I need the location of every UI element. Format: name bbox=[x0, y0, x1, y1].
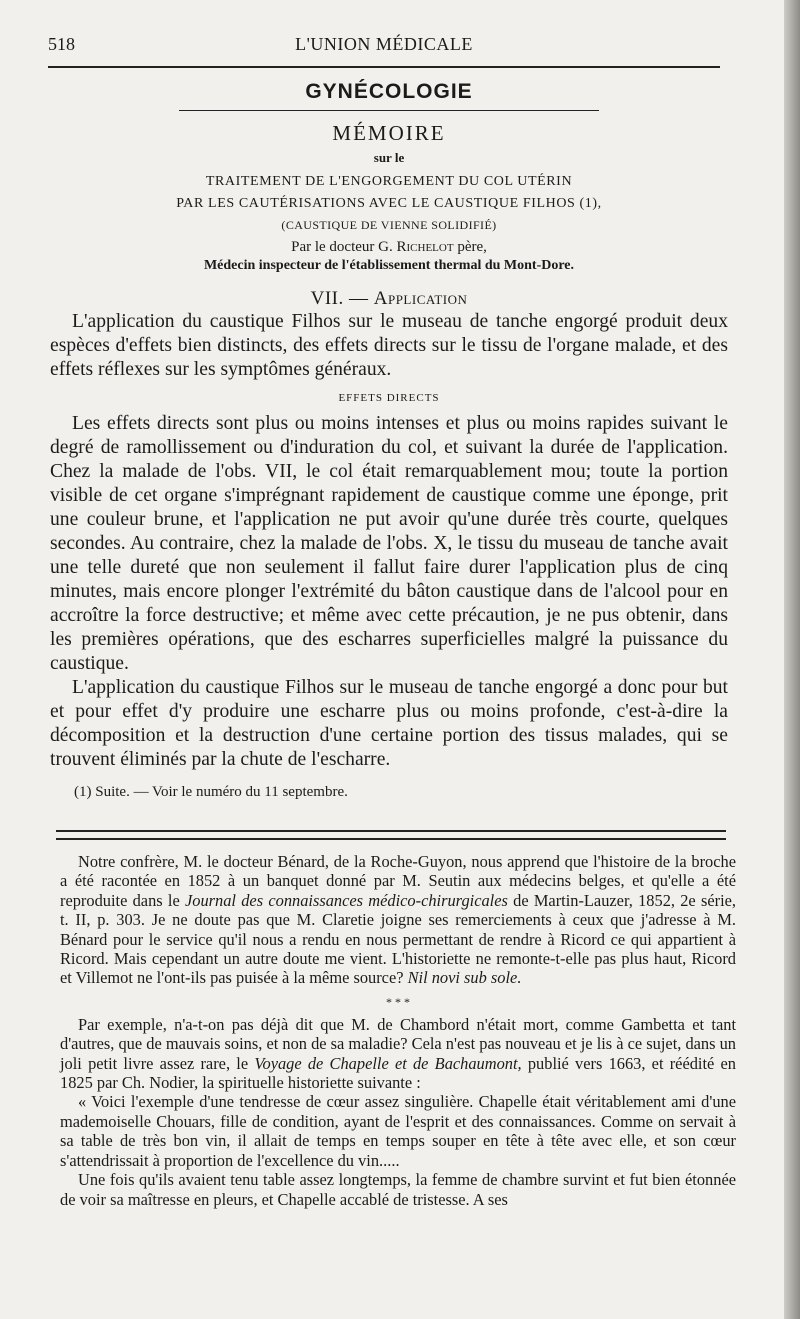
paragraph-1: L'application du caustique Filhos sur le museau de tanche engorgé produit deux espèces d'effets bien distincts, des effets directs sur le tissu de l'organe malade, et des effets réflexes sur les symptômes généraux. bbox=[50, 311, 728, 380]
chapter-heading bbox=[50, 288, 728, 310]
para2-text: Par exemple, n'a-t-on pas déjà dit que M. de Chambord n'était mort, comme Gambetta et tant d'autres, que de mauvais soins, et non de sa maladie? Cela n'est pas nouveau et je lis à ce sujet, dans un joli petit livre assez rare, le bbox=[60, 1014, 736, 1073]
running-header bbox=[48, 34, 720, 58]
page-number: 518 bbox=[48, 34, 75, 54]
section-heading: GYNÉCOLOGIE bbox=[305, 80, 473, 103]
para1-text-2: de Martin-Lauzer, 1852, 2e série, t. II, p. 303. Je ne doute pas que M. Claretie joigne ses remerciements à ceux que j'adresse à M. Bénard pour le service qu'il nous a rendu en nous permettant de rendre à Ricord ce qui appartient à Ricord. Mais cependant un autre doute me vient. L'historiette ne remonte-t-elle pas plus haut, Ricord et Villemot ne l'ont-ils pas puisée à la même source? bbox=[60, 890, 736, 988]
title-line-2: PAR LES CAUTÉRISATIONS AVEC LE CAUSTIQUE FILHOS (1), bbox=[176, 196, 602, 211]
chapter-title: Application bbox=[373, 288, 468, 309]
para1-text: Notre confrère, M. le docteur Bénard, de la Roche-Guyon, nous apprend que l'histoire de la broche a été racontée en 1852 à un banquet donné par M. Seutin aux médecins belges, et qu'elle a été reproduite dans le bbox=[60, 852, 736, 910]
latin-phrase: Nil novi sub sole. bbox=[407, 968, 522, 988]
feuilleton-paragraph-2 bbox=[60, 1015, 736, 1093]
title-line-1: TRAITEMENT DE L'ENGORGEMENT DU COL UTÉRIN bbox=[205, 174, 573, 189]
feuilleton bbox=[60, 852, 736, 1209]
book-title: Voyage de Chapelle et de Bachaumont, bbox=[254, 1053, 522, 1073]
author-line bbox=[50, 239, 728, 256]
header-rule bbox=[48, 66, 720, 68]
journal-title: L'UNION MÉDICALE bbox=[295, 34, 473, 54]
sur-le: sur le bbox=[373, 150, 405, 165]
journal-name: Journal des connaissances médico-chirurgicales bbox=[185, 890, 508, 910]
title-line-3: (CAUSTIQUE DE VIENNE SOLIDIFIÉ) bbox=[281, 218, 497, 232]
author-name: Richelot bbox=[396, 239, 454, 255]
author-role: Médecin inspecteur de l'établissement thermal du Mont-Dore. bbox=[203, 258, 575, 273]
paragraph-2: Les effets directs sont plus ou moins intenses et plus ou moins rapides suivant le degré de ramollissement ou d'induration du col, et suivant la durée de l'application. Chez la malade de l'obs. VII, le col était remarquablement mou; toute la portion visible de cet organe s'imprégnant rapidement de caustique comme une éponge, prit une couleur brune, et l'application ne put avoir qu'une durée très courte, quelques secondes. Au contraire, chez la malade de l'obs. X, le tissu du museau de tanche avait une telle dureté que non seulement il fallut faire durer l'application plus de cinq minutes, mais encore plonger l'extrémité du bâton caustique dans de l'alcool pour en accroître la force destructive; et même avec cette précaution, je ne pus obtenir, dans les premières opérations, que des escharres superficielles malgré la puissance du caustique. bbox=[50, 413, 728, 674]
paragraph-3: L'application du caustique Filhos sur le museau de tanche engorgé a donc pour but et pour effet d'y produire une escharre plus ou moins profonde, c'est-à-dire la décomposition et la destruction d'une certaine portion des tissus malades, qui se trouvent éliminés par la chute de l'escharre. bbox=[50, 677, 728, 770]
feuilleton-divider bbox=[56, 830, 726, 840]
author-prefix: Par le docteur G. bbox=[291, 239, 397, 255]
subheading: EFFETS DIRECTS bbox=[338, 392, 440, 404]
footnote: (1) Suite. — Voir le numéro du 11 septembre. bbox=[74, 784, 348, 800]
feuilleton-paragraph-4: Une fois qu'ils avaient tenu table assez longtemps, la femme de chambre survint et fut bien étonnée de voir sa maîtresse en pleurs, et Chapelle accablé de tristesse. A ses bbox=[60, 1170, 736, 1209]
feuilleton-paragraph-3: « Voici l'exemple d'une tendresse de cœur assez singulière. Chapelle était véritablement ami d'une mademoiselle Chouars, fille de condition, ayant de l'esprit et des connaissances. Comme on servait à sa table de très bon vin, il allait de temps en temps souper en tête à tête avec elle, et son cœur s'attendrissait à proportion de l'excellence du vin..... bbox=[60, 1092, 736, 1170]
chapter-number: VII. — bbox=[310, 288, 374, 309]
article bbox=[50, 76, 728, 801]
section-rule bbox=[179, 110, 599, 111]
article-kind: MÉMOIRE bbox=[332, 121, 446, 145]
page-edge-shadow bbox=[784, 0, 800, 1319]
para2-text-2: publié vers 1663, et réédité en 1825 par Ch. Nodier, la spirituelle historiette suivante : bbox=[60, 1053, 736, 1093]
separator-stars: * * * bbox=[386, 994, 410, 1009]
author-suffix: père, bbox=[453, 239, 487, 255]
feuilleton-paragraph-1 bbox=[60, 852, 736, 988]
